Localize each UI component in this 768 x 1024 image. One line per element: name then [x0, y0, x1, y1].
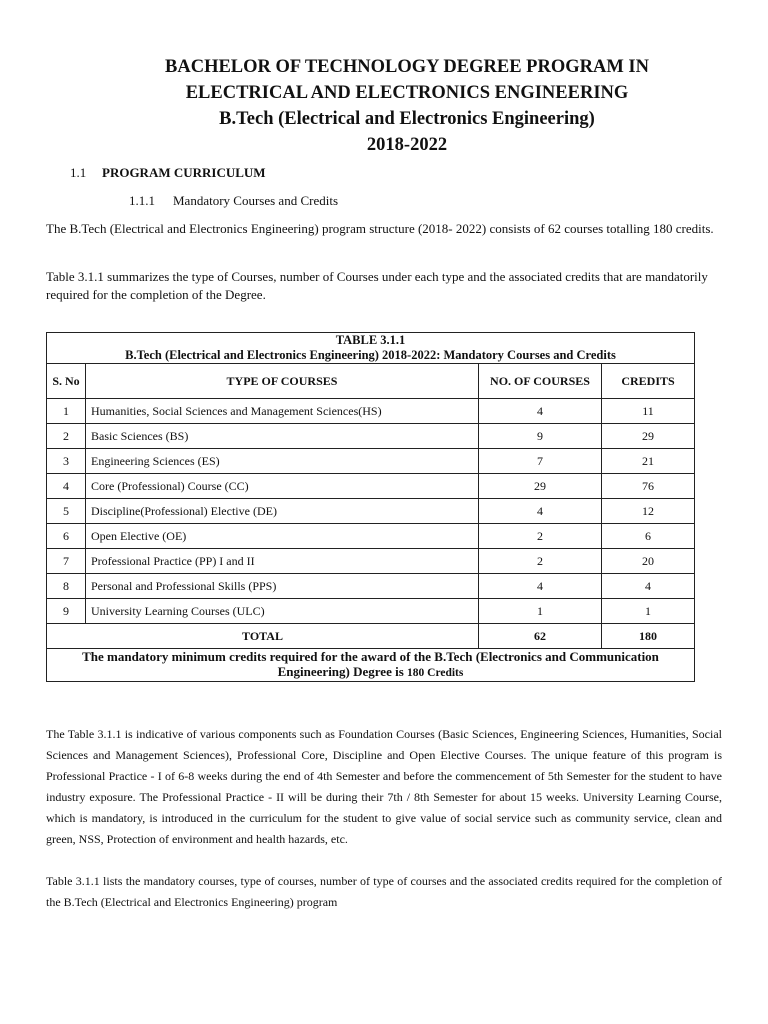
row-type: University Learning Courses (ULC) — [86, 599, 479, 624]
row-num-courses: 2 — [479, 549, 602, 574]
row-credits: 1 — [602, 599, 695, 624]
row-sno: 7 — [47, 549, 86, 574]
row-credits: 11 — [602, 399, 695, 424]
document-title — [60, 54, 754, 158]
section-heading — [70, 165, 266, 181]
title-line-1: BACHELOR OF TECHNOLOGY DEGREE PROGRAM IN — [165, 57, 649, 77]
row-num-courses: 4 — [479, 574, 602, 599]
row-sno: 3 — [47, 449, 86, 474]
intro-paragraph-1: The B.Tech (Electrical and Electronics Engineering) program structure (2018- 2022) consists of 62 courses totalling 180 credits. — [46, 221, 714, 236]
row-credits: 6 — [602, 524, 695, 549]
table-row — [47, 474, 695, 499]
row-type: Professional Practice (PP) I and II — [86, 549, 479, 574]
table-row — [47, 574, 695, 599]
table-row — [47, 424, 695, 449]
table-caption-subtitle: B.Tech (Electrical and Electronics Engineering) 2018-2022: Mandatory Courses and Credits — [125, 348, 616, 362]
row-type: Basic Sciences (BS) — [86, 424, 479, 449]
table-header-row — [47, 364, 695, 399]
title-line-4: 2018-2022 — [366, 135, 448, 155]
row-num-courses: 1 — [479, 599, 602, 624]
row-type: Humanities, Social Sciences and Management Sciences(HS) — [86, 399, 479, 424]
table-row — [47, 524, 695, 549]
table-row — [47, 599, 695, 624]
table-row — [47, 399, 695, 424]
table-caption-title: TABLE 3.1.1 — [335, 333, 406, 347]
header-num-courses: NO. OF COURSES — [479, 364, 602, 399]
table-caption — [47, 333, 695, 364]
row-type: Open Elective (OE) — [86, 524, 479, 549]
title-line-2: ELECTRICAL AND ELECTRONICS ENGINEERING — [185, 83, 629, 103]
subsection-heading — [129, 193, 338, 209]
total-label: TOTAL — [47, 624, 479, 649]
row-type: Discipline(Professional) Elective (DE) — [86, 499, 479, 524]
table-row — [47, 549, 695, 574]
row-sno: 8 — [47, 574, 86, 599]
section-title: PROGRAM CURRICULUM — [102, 165, 266, 180]
body-paragraph-1: The Table 3.1.1 is indicative of various components such as Foundation Courses (Basic Sciences, Engineering Sciences, Humanities, Social Sciences and Management Sciences), Professional Core, Discipline and Open Elective Courses. The unique feature of this program is Professional Practice - I of 6-8 weeks during the end of 4th Semester and before the commencement of 5th Semester for the student to have industry exposure. The Professional Practice - II will be during their 7th / 8th Semester for about 15 weeks. University Learning Course, which is mandatory, is introduced in the curriculum for the student to give value of social service such as community service, clean and green, NSS, Protection of environment and health hazards, etc. — [46, 727, 722, 846]
row-num-courses: 7 — [479, 449, 602, 474]
header-credits: CREDITS — [602, 364, 695, 399]
intro-paragraph-2: Table 3.1.1 summarizes the type of Courses, number of Courses under each type and the associated credits that are mandatorily required for the completion of the Degree. — [46, 269, 708, 302]
table-total-row — [47, 624, 695, 649]
row-num-courses: 29 — [479, 474, 602, 499]
row-sno: 5 — [47, 499, 86, 524]
row-num-courses: 9 — [479, 424, 602, 449]
row-credits: 12 — [602, 499, 695, 524]
row-credits: 4 — [602, 574, 695, 599]
table-row — [47, 499, 695, 524]
subsection-title: Mandatory Courses and Credits — [173, 193, 339, 208]
body-paragraph-2: Table 3.1.1 lists the mandatory courses, type of courses, number of type of courses and the associated credits required for the completion of the B.Tech (Electrical and Electronics Engineering) program — [46, 874, 722, 909]
row-num-courses: 4 — [479, 499, 602, 524]
row-credits: 21 — [602, 449, 695, 474]
table-row — [47, 449, 695, 474]
subsection-number: 1.1.1 — [129, 193, 155, 208]
section-number: 1.1 — [70, 165, 87, 180]
row-num-courses: 4 — [479, 399, 602, 424]
row-credits: 20 — [602, 549, 695, 574]
footer-credits: 180 Credits — [407, 667, 464, 679]
row-sno: 2 — [47, 424, 86, 449]
total-num-courses: 62 — [479, 624, 602, 649]
row-num-courses: 2 — [479, 524, 602, 549]
row-type: Core (Professional) Course (CC) — [86, 474, 479, 499]
row-credits: 29 — [602, 424, 695, 449]
row-sno: 4 — [47, 474, 86, 499]
header-sno: S. No — [47, 364, 86, 399]
row-sno: 1 — [47, 399, 86, 424]
header-type: TYPE OF COURSES — [86, 364, 479, 399]
total-credits: 180 — [602, 624, 695, 649]
courses-credits-table — [46, 332, 695, 682]
table-footer-row — [47, 649, 695, 682]
title-line-3: B.Tech (Electrical and Electronics Engineering) — [219, 109, 595, 129]
row-sno: 6 — [47, 524, 86, 549]
footer-text: The mandatory minimum credits required for the award of the B.Tech (Electronics and Communication Engineering) Degree is — [82, 649, 659, 679]
table-caption-row — [47, 333, 695, 364]
row-type: Personal and Professional Skills (PPS) — [86, 574, 479, 599]
row-sno: 9 — [47, 599, 86, 624]
row-type: Engineering Sciences (ES) — [86, 449, 479, 474]
row-credits: 76 — [602, 474, 695, 499]
table-footer — [47, 649, 695, 682]
